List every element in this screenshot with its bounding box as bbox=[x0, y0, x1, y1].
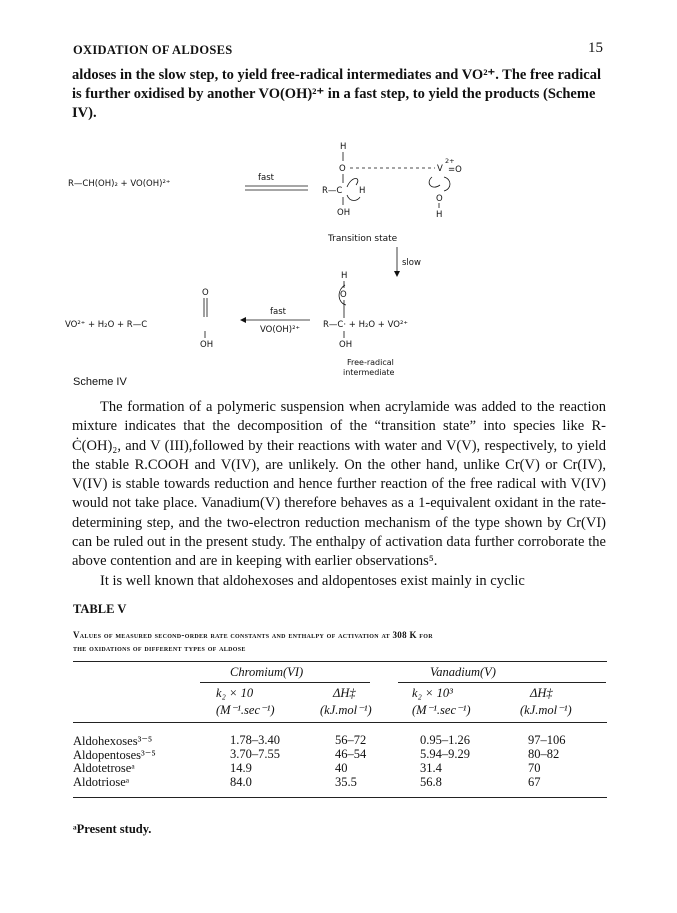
paragraph: It is well known that aldohexoses and aldopentoses exist mainly in cyclic bbox=[100, 572, 525, 589]
svg-text:OH: OH bbox=[339, 340, 353, 350]
row-name: Aldohexoses³⁻⁵ bbox=[73, 734, 153, 748]
footnote: ᵃPresent study. bbox=[73, 822, 152, 836]
svg-text:R—C: R—C bbox=[322, 186, 343, 196]
transition-state-label: Transition state bbox=[328, 234, 398, 244]
col-header-b: (kJ.mol⁻¹) bbox=[520, 703, 572, 717]
svg-text:H: H bbox=[436, 210, 443, 220]
col-header-b: (M⁻¹.sec⁻¹) bbox=[412, 703, 471, 717]
caption-line: Values of measured second-order rate constants and enthalpy of activation at 308 K for bbox=[73, 630, 433, 640]
col-header-b: (kJ.mol⁻¹) bbox=[320, 703, 372, 717]
col-header-a: k₂ × 10³ bbox=[412, 686, 453, 700]
svg-text:OH: OH bbox=[337, 208, 351, 218]
group-rule-vanadium bbox=[398, 682, 606, 683]
svg-text:H: H bbox=[341, 271, 348, 281]
cell: 1.78–3.40 bbox=[230, 733, 280, 747]
table-bottom-rule bbox=[73, 797, 607, 798]
svg-text:H: H bbox=[359, 186, 366, 196]
cell: 56.8 bbox=[420, 775, 442, 789]
svg-text:VO²⁺ + H₂O + R—C: VO²⁺ + H₂O + R—C bbox=[65, 320, 148, 330]
page-number: 15 bbox=[588, 40, 603, 56]
col-header-a: k₂ × 10 bbox=[216, 686, 254, 700]
slow-label: slow bbox=[402, 258, 421, 268]
group-rule-chromium bbox=[200, 682, 370, 683]
svg-text:V: V bbox=[437, 164, 443, 174]
svg-text:O: O bbox=[339, 164, 346, 174]
fast-label-top: fast bbox=[258, 173, 274, 183]
cell: 5.94–9.29 bbox=[420, 747, 470, 761]
svg-text:O: O bbox=[340, 290, 347, 300]
row-name: Aldotrioseᵃ bbox=[73, 775, 130, 789]
group-header-vanadium: Vanadium(V) bbox=[430, 665, 496, 679]
caption-line: the oxidations of different types of aldose bbox=[73, 643, 246, 653]
col-header-b: (M⁻¹.sec⁻¹) bbox=[216, 703, 275, 717]
free-radical-label-1: Free-radical bbox=[347, 358, 394, 367]
group-header-chromium: Chromium(VI) bbox=[230, 665, 304, 679]
cell: 14.9 bbox=[230, 761, 252, 775]
table-label: TABLE V bbox=[73, 602, 127, 616]
table-caption bbox=[73, 629, 613, 655]
body-text bbox=[72, 398, 606, 591]
cell: 70 bbox=[528, 761, 541, 775]
cell: 3.70–7.55 bbox=[230, 747, 280, 761]
svg-text:OH: OH bbox=[200, 340, 214, 350]
cell: 97–106 bbox=[528, 733, 566, 747]
row-name: Aldopentoses³⁻⁵ bbox=[73, 748, 156, 762]
intro-paragraph: aldoses in the slow step, to yield free-radical intermediates and VO²⁺. The free radical is further oxidised by another VO(OH)²⁺ in a fast step, to yield the products (Scheme IV). bbox=[72, 67, 601, 121]
col-header-a: ΔH‡ bbox=[530, 686, 553, 700]
cell: 40 bbox=[335, 761, 348, 775]
svg-text:O: O bbox=[436, 194, 443, 204]
scheme-label: Scheme IV bbox=[73, 376, 127, 388]
svg-text:O: O bbox=[202, 288, 209, 298]
paragraph: The formation of a polymeric suspension when acrylamide was added to the reaction mixture indicates that the decomposition of the “transition state” into species like R-Ċ(OH)₂, and V (III),followed by their reactions with water and V(V), respectively, to yield the stable R.COOH and V(IV), are unlikely. On the other hand, unlike Cr(V) or Cr(IV), V(IV) is stable towards reduction and hence further reaction of the free radical with V(IV) would not take place. Vanadium(V) therefore behaves as a 1-equivalent oxidant in the rate-determining step, and the two-electron reduction mechanism of the type shown by Cr(VI) can be ruled out in the present study. The enthalpy of activation data further corroborate the above contention and are in keeping with earlier observations⁵. bbox=[72, 399, 606, 570]
svg-text:2+: 2+ bbox=[445, 157, 455, 165]
svg-text:R—C· + H₂O + VO²⁺: R—C· + H₂O + VO²⁺ bbox=[323, 320, 408, 330]
svg-text:=O: =O bbox=[448, 165, 462, 175]
reagent-label: VO(OH)²⁺ bbox=[260, 325, 300, 335]
running-title: OXIDATION OF ALDOSES bbox=[73, 43, 233, 57]
cell: 67 bbox=[528, 775, 541, 789]
cell: 46–54 bbox=[335, 747, 367, 761]
svg-text:H: H bbox=[340, 142, 347, 152]
svg-text:R—CH(OH)₂ + VO(OH)²⁺: R—CH(OH)₂ + VO(OH)²⁺ bbox=[68, 179, 171, 189]
cell: 84.0 bbox=[230, 775, 252, 789]
free-radical-label-2: intermediate bbox=[343, 368, 395, 375]
row-name: Aldotetroseᵃ bbox=[73, 761, 135, 775]
scheme-iv-diagram bbox=[60, 135, 620, 375]
cell: 80–82 bbox=[528, 747, 560, 761]
cell: 31.4 bbox=[420, 761, 442, 775]
cell: 0.95–1.26 bbox=[420, 733, 470, 747]
table-top-rule bbox=[73, 661, 607, 662]
table-header-rule bbox=[73, 722, 607, 723]
cell: 56–72 bbox=[335, 733, 367, 747]
cell: 35.5 bbox=[335, 775, 357, 789]
col-header-a: ΔH‡ bbox=[333, 686, 356, 700]
fast-label-bottom: fast bbox=[270, 307, 286, 317]
